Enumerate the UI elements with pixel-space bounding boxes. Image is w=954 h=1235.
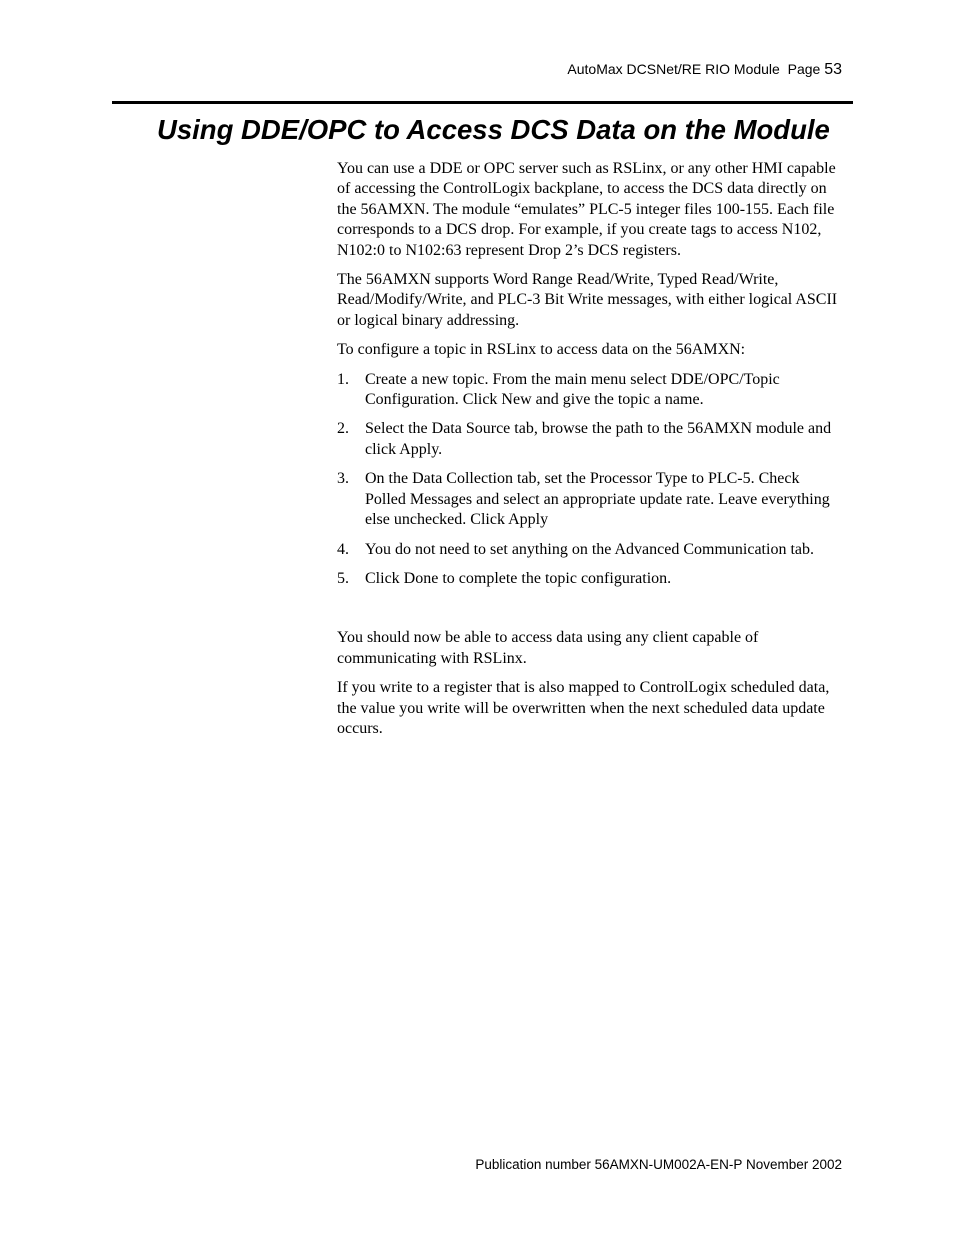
paragraph-intro-2: The 56AMXN supports Word Range Read/Write, Typed Read/Write, Read/Modify/Write, and PLC-3 Bit Write messages, with either logical ASCII or logical binary addressing. (337, 271, 838, 329)
paragraph-intro-1: You can use a DDE or OPC server such as RSLinx, or any other HMI capable of accessing the ControlLogix backplane, to access the DCS data directly on the 56AMXN. The module “emulates” PLC-5 integer files 100-155. Each file corresponds to a DCS drop. For example, if you create tags to access N102, N102:0 to N102:63 represent Drop 2’s DCS registers. (337, 160, 836, 259)
footer-publication: Publication number 56AMXN-UM002A-EN-P November 2002 (475, 1157, 842, 1172)
body-text (337, 159, 843, 748)
running-header (567, 61, 842, 79)
paragraph-outro-1: You should now be able to access data using any client capable of communicating with RSLinx. (337, 629, 759, 667)
spacer (337, 598, 843, 628)
list-item (337, 540, 843, 560)
step-text: Select the Data Source tab, browse the path to the 56AMXN module and click Apply. (365, 420, 832, 458)
list-item (337, 370, 843, 411)
step-text: Create a new topic. From the main menu select DDE/OPC/Topic Configuration. Click New and give the topic a name. (365, 370, 780, 409)
list-item (337, 469, 843, 530)
paragraph-outro-2: If you write to a register that is also mapped to ControlLogix scheduled data, the value you write will be overwritten when the next scheduled data update occurs. (337, 679, 830, 737)
header-rule (112, 101, 853, 104)
step-number: 5. (337, 569, 349, 587)
step-text: On the Data Collection tab, set the Processor Type to PLC-5. Check Polled Messages and select an appropriate update rate. Leave everything else unchecked. Click Apply (365, 470, 830, 529)
steps-list (337, 370, 843, 590)
list-item (337, 569, 843, 589)
section-title: Using DDE/OPC to Access DCS Data on the Module (157, 114, 830, 145)
running-header-text: AutoMax DCSNet/RE RIO Module Page (567, 61, 821, 77)
step-number: 2. (337, 420, 349, 438)
page-number: 53 (824, 61, 842, 78)
step-number: 4. (337, 540, 349, 558)
step-number: 3. (337, 470, 349, 488)
step-text: You do not need to set anything on the Advanced Communication tab. (365, 540, 814, 558)
step-text: Click Done to complete the topic configuration. (365, 569, 672, 587)
paragraph-intro-3: To configure a topic in RSLinx to access data on the 56AMXN: (337, 341, 746, 359)
list-item (337, 419, 843, 460)
step-number: 1. (337, 370, 349, 388)
